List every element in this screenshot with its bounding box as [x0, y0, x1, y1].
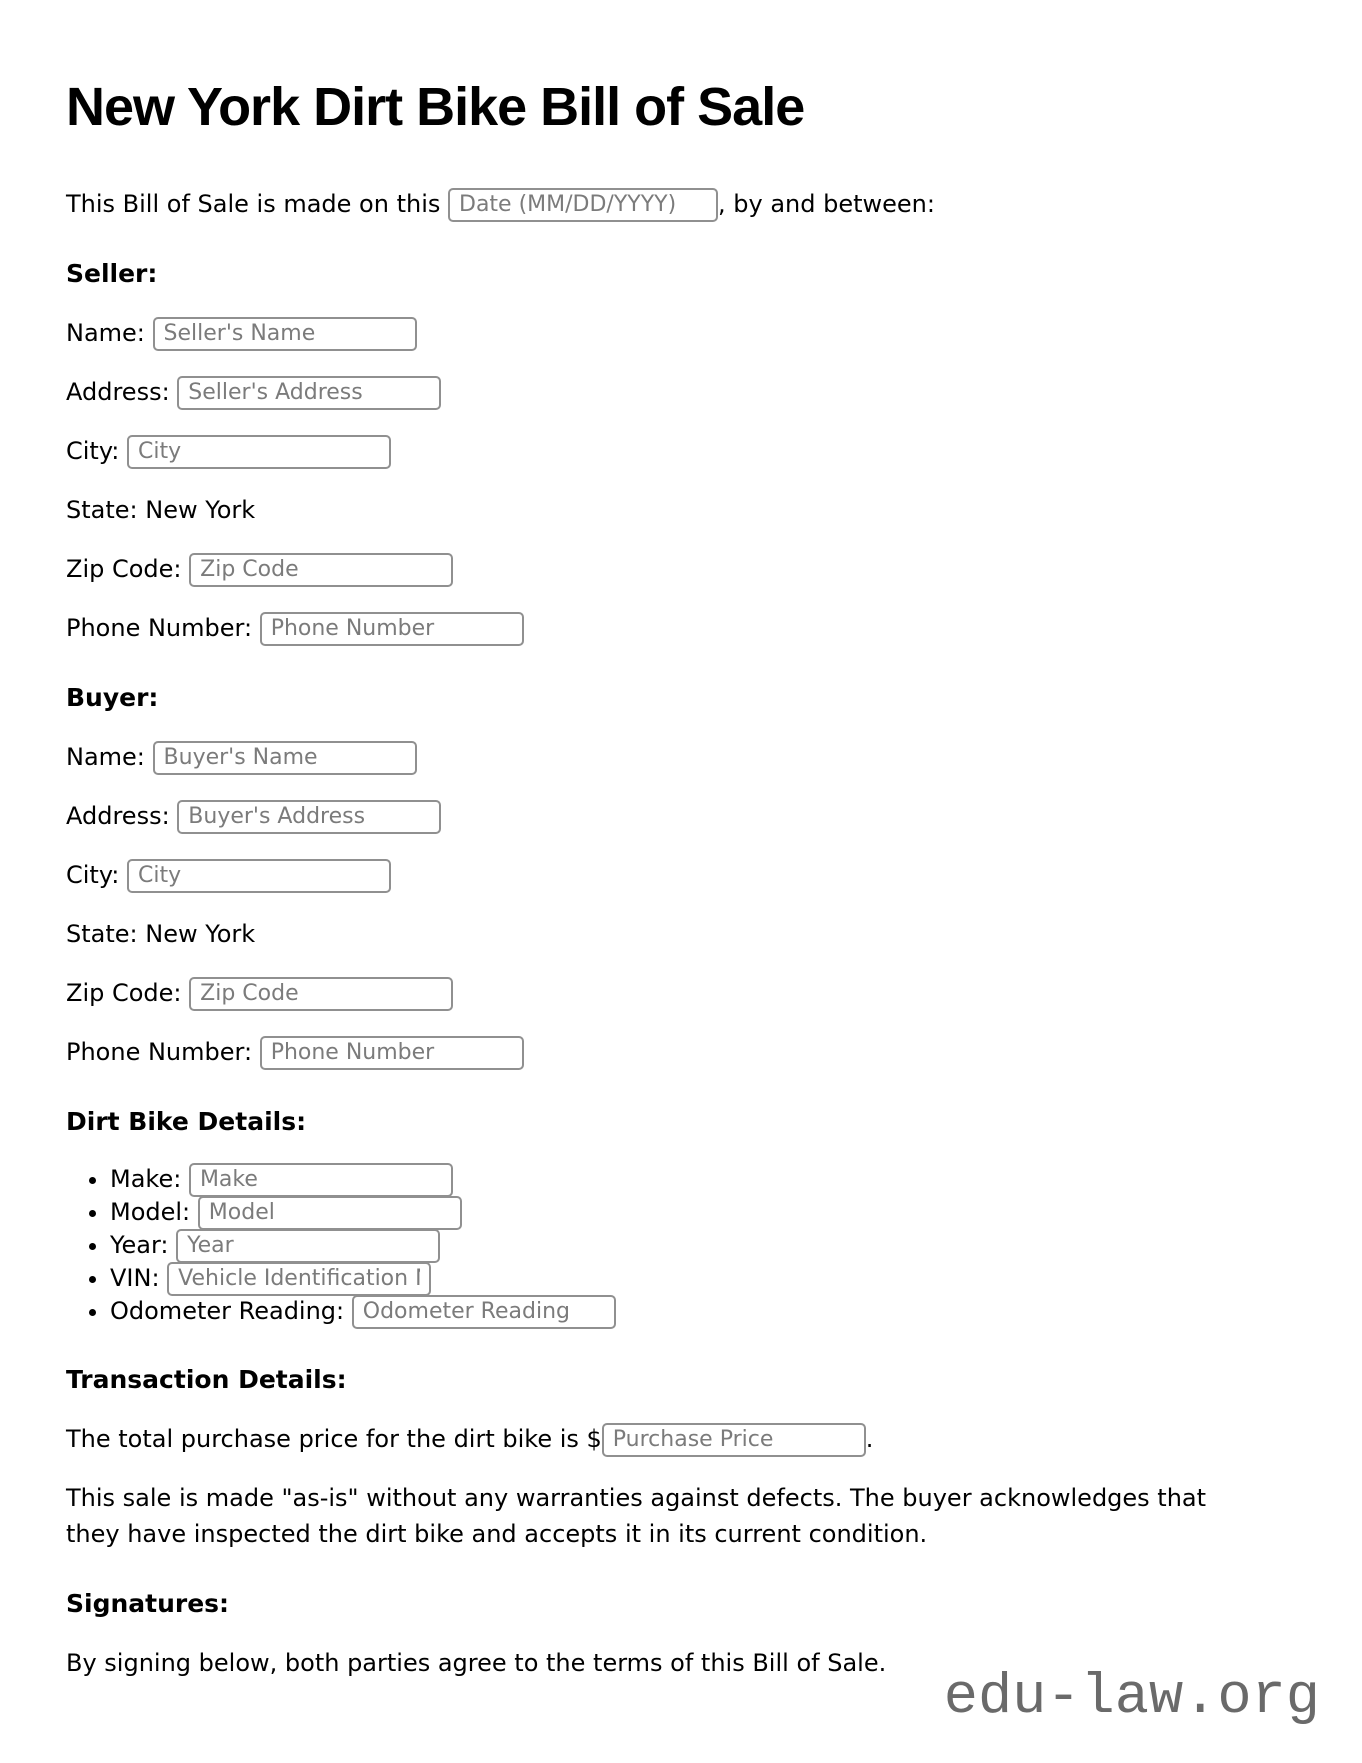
make-label: Make: [110, 1164, 189, 1193]
seller-city-label: City: [66, 436, 128, 465]
seller-zip-label: Zip Code: [66, 554, 190, 583]
list-item-odometer [110, 1295, 1296, 1328]
seller-address-label: Address: [66, 377, 178, 406]
buyer-zip-label: Zip Code: [66, 978, 190, 1007]
buyer-city-label: City: [66, 860, 128, 889]
seller-city-row [66, 433, 1296, 469]
list-item-make [110, 1163, 1296, 1196]
buyer-phone-input[interactable] [260, 1036, 524, 1070]
buyer-name-label: Name: [66, 742, 153, 771]
seller-address-row [66, 374, 1296, 410]
model-input[interactable] [198, 1196, 462, 1230]
seller-phone-input[interactable] [260, 612, 524, 646]
seller-name-label: Name: [66, 318, 153, 347]
signatures-agreement-text: By signing below, both parties agree to the terms of this Bill of Sale. [66, 1648, 887, 1677]
buyer-section-heading: Buyer: [66, 682, 159, 712]
seller-phone-row [66, 610, 1296, 646]
intro-suffix: , by and between: [718, 189, 935, 218]
list-item-model [110, 1196, 1296, 1229]
vin-label: VIN: [110, 1263, 168, 1292]
odometer-label: Odometer Reading: [110, 1296, 352, 1325]
buyer-phone-row [66, 1034, 1296, 1070]
purchase-price-suffix: . [865, 1424, 874, 1453]
purchase-price-input[interactable] [602, 1423, 866, 1457]
seller-zip-row [66, 551, 1296, 587]
dirt-bike-section-heading: Dirt Bike Details: [66, 1106, 307, 1136]
list-item-vin [110, 1262, 1296, 1295]
year-input[interactable] [176, 1229, 440, 1263]
buyer-state-row: State: New York [66, 919, 256, 948]
make-input[interactable] [189, 1163, 453, 1197]
seller-name-input[interactable] [153, 317, 417, 351]
seller-city-input[interactable] [127, 435, 391, 469]
transaction-section-heading: Transaction Details: [66, 1364, 347, 1394]
year-label: Year: [110, 1230, 177, 1259]
page-title: New York Dirt Bike Bill of Sale [66, 77, 805, 137]
dirt-bike-details-list [66, 1163, 1296, 1328]
purchase-price-row [66, 1421, 1296, 1457]
intro-prefix: This Bill of Sale is made on this [66, 189, 448, 218]
vin-input[interactable] [167, 1262, 431, 1296]
buyer-zip-input[interactable] [189, 977, 453, 1011]
seller-section-heading: Seller: [66, 258, 158, 288]
buyer-city-input[interactable] [127, 859, 391, 893]
buyer-phone-label: Phone Number: [66, 1037, 260, 1066]
buyer-address-label: Address: [66, 801, 178, 830]
buyer-zip-row [66, 975, 1296, 1011]
intro-line [66, 186, 1296, 222]
buyer-city-row [66, 857, 1296, 893]
seller-phone-label: Phone Number: [66, 613, 260, 642]
list-item-year [110, 1229, 1296, 1262]
buyer-address-row [66, 798, 1296, 834]
as-is-clause: This sale is made "as-is" without any warranties against defects. The buyer acknowledges that they have inspected the dirt bike and accepts it in its current condition. [66, 1483, 1207, 1548]
seller-address-input[interactable] [177, 376, 441, 410]
model-label: Model: [110, 1197, 198, 1226]
signatures-section-heading: Signatures: [66, 1588, 230, 1618]
seller-state-row: State: New York [66, 495, 256, 524]
buyer-name-input[interactable] [153, 741, 417, 775]
seller-name-row [66, 315, 1296, 351]
date-input[interactable] [448, 188, 718, 222]
buyer-name-row [66, 739, 1296, 775]
seller-zip-input[interactable] [189, 553, 453, 587]
odometer-input[interactable] [352, 1295, 616, 1329]
watermark: edu-law.org [943, 1666, 1320, 1730]
purchase-price-label: The total purchase price for the dirt bike is $ [66, 1424, 602, 1453]
buyer-address-input[interactable] [177, 800, 441, 834]
